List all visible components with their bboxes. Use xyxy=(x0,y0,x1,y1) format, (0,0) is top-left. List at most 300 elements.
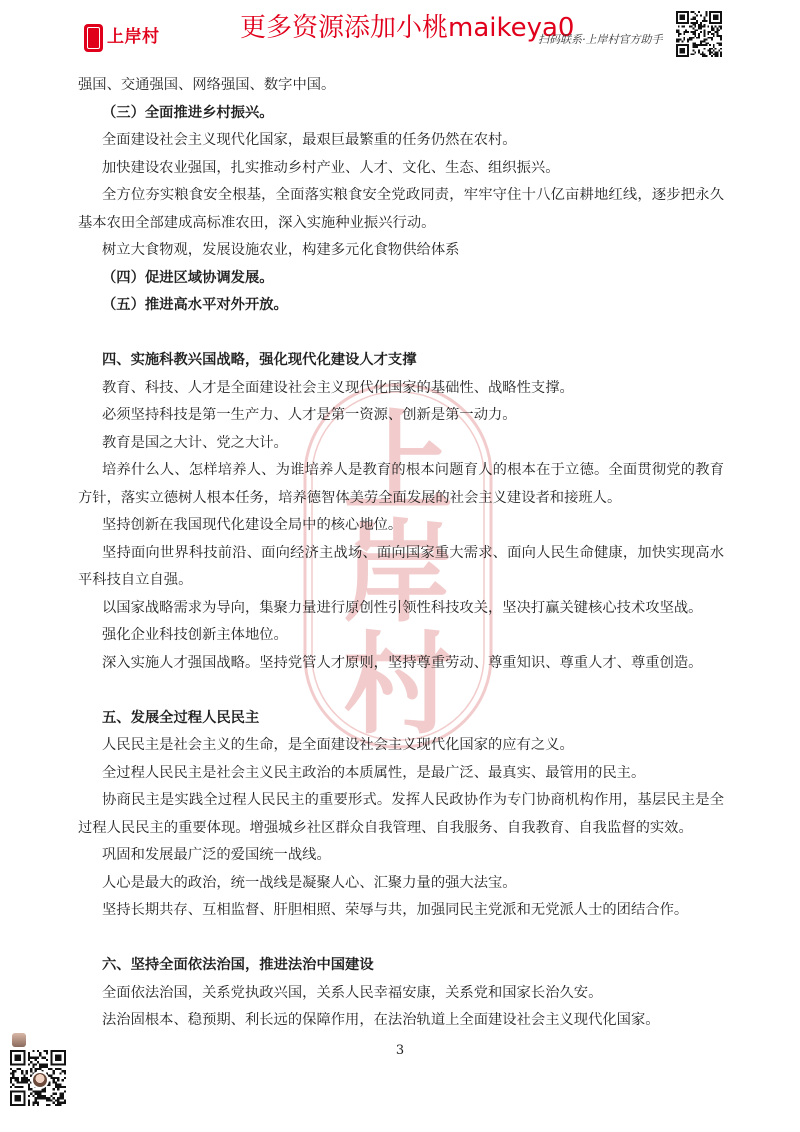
qr-module xyxy=(693,24,695,26)
body-paragraph: 加快建设农业强国，扎实推动乡村产业、人才、文化、生态、组织振兴。 xyxy=(102,159,560,176)
qr-module xyxy=(694,13,696,15)
qr-module xyxy=(59,1084,61,1086)
qr-module xyxy=(46,1097,48,1099)
subsection-heading: （三）全面推进乡村振兴。 xyxy=(102,104,274,121)
qr-module xyxy=(44,1057,46,1059)
qr-module xyxy=(28,1079,30,1081)
qr-module xyxy=(10,1086,12,1088)
qr-module xyxy=(705,15,707,17)
qr-module xyxy=(32,1095,34,1097)
qr-module xyxy=(37,1050,39,1052)
body-paragraph: 深入实施人才强国战略。坚持党管人才原则，坚持尊重劳动、尊重知识、尊重人才、尊重创造。 xyxy=(102,654,703,671)
qr-module xyxy=(57,1084,59,1086)
qr-module xyxy=(37,1104,39,1106)
qr-module xyxy=(698,37,700,39)
qr-module xyxy=(700,22,702,24)
body-paragraph: 树立大食物观，发展设施农业，构建多元化食物供给体系 xyxy=(102,242,460,258)
qr-module xyxy=(26,1079,28,1081)
qr-module xyxy=(711,33,713,35)
qr-module xyxy=(709,31,711,33)
qr-module xyxy=(702,44,704,46)
qr-module xyxy=(28,1063,30,1065)
qr-module xyxy=(53,1079,55,1081)
qr-module xyxy=(720,28,722,30)
qr-module xyxy=(23,1075,25,1077)
qr-module xyxy=(678,29,680,31)
qr-module xyxy=(55,1077,57,1079)
qr-module xyxy=(62,1102,64,1104)
qr-module xyxy=(698,11,700,13)
qr-module xyxy=(21,1079,23,1081)
qr-module xyxy=(709,53,711,55)
qr-module xyxy=(716,31,718,33)
qr-module xyxy=(707,33,709,35)
qr-module xyxy=(711,28,713,30)
qr-module xyxy=(709,37,711,39)
qr-module xyxy=(683,33,685,35)
qr-module xyxy=(683,26,685,28)
qr-module xyxy=(709,44,711,46)
qr-module xyxy=(711,39,713,41)
qr-module xyxy=(720,26,722,28)
qr-module xyxy=(21,1077,23,1079)
qr-module xyxy=(28,1057,30,1059)
body-paragraph: 教育、科技、人才是全面建设社会主义现代化国家的基础性、战略性支撑。 xyxy=(102,379,574,396)
qr-module xyxy=(700,53,702,55)
qr-module xyxy=(691,37,693,39)
qr-module xyxy=(55,1084,57,1086)
qr-module xyxy=(12,1072,14,1074)
qr-module xyxy=(28,1059,30,1061)
qr-module xyxy=(39,1066,41,1068)
qr-module xyxy=(17,1086,19,1088)
qr-module xyxy=(12,1077,14,1079)
qr-module xyxy=(709,51,711,53)
qr-module xyxy=(64,1099,66,1101)
qr-module xyxy=(35,1102,37,1104)
qr-module xyxy=(26,1077,28,1079)
qr-module xyxy=(704,31,706,33)
qr-module xyxy=(41,1057,43,1059)
qr-module xyxy=(696,44,698,46)
qr-module xyxy=(704,20,706,22)
qr-module xyxy=(41,1090,43,1092)
qr-module xyxy=(718,44,720,46)
qr-module xyxy=(696,22,698,24)
qr-module xyxy=(32,1050,34,1052)
qr-module xyxy=(678,35,680,37)
qr-module xyxy=(700,15,702,17)
qr-module xyxy=(709,50,711,52)
qr-module xyxy=(693,31,695,33)
qr-module xyxy=(59,1104,61,1106)
qr-module xyxy=(694,46,696,48)
qr-module xyxy=(62,1095,64,1097)
qr-module xyxy=(704,55,706,57)
qr-module xyxy=(39,1090,41,1092)
qr-module xyxy=(64,1070,66,1072)
qr-module xyxy=(39,1054,41,1056)
qr-module xyxy=(716,42,718,44)
qr-module xyxy=(713,29,715,31)
qr-module xyxy=(704,26,706,28)
qr-module xyxy=(14,1079,16,1081)
qr-module xyxy=(713,15,719,21)
qr-module xyxy=(50,1068,52,1070)
qr-module xyxy=(694,22,696,24)
qr-module xyxy=(696,37,698,39)
qr-module xyxy=(700,40,702,42)
qr-module xyxy=(53,1070,55,1072)
qr-module xyxy=(57,1102,59,1104)
qr-module xyxy=(30,1093,32,1095)
qr-module xyxy=(59,1068,61,1070)
qr-module xyxy=(39,1095,41,1097)
qr-module xyxy=(37,1090,39,1092)
qr-module xyxy=(64,1086,66,1088)
qr-module xyxy=(713,44,715,46)
qr-module xyxy=(693,18,695,20)
qr-module xyxy=(46,1052,48,1054)
qr-module xyxy=(53,1072,55,1074)
qr-module xyxy=(689,37,691,39)
qr-module xyxy=(37,1057,39,1059)
qr-module xyxy=(702,51,704,53)
qr-module xyxy=(53,1093,55,1095)
qr-module xyxy=(711,48,713,50)
qr-module xyxy=(21,1072,23,1074)
qr-module xyxy=(693,37,695,39)
qr-module xyxy=(48,1068,50,1070)
qr-module xyxy=(715,26,717,28)
qr-module xyxy=(17,1081,19,1083)
qr-module xyxy=(41,1095,43,1097)
qr-module xyxy=(41,1066,43,1068)
qr-module xyxy=(705,11,707,13)
qr-module xyxy=(698,35,700,37)
qr-module xyxy=(700,31,702,33)
qr-module xyxy=(64,1090,66,1092)
body-paragraph: 全面依法治国，关系党执政兴国，关系人民幸福安康，关系党和国家长治久安。 xyxy=(102,984,603,1001)
qr-module xyxy=(46,1063,48,1065)
qr-module xyxy=(57,1088,59,1090)
qr-module xyxy=(720,37,722,39)
body-paragraph: 巩固和发展最广泛的爱国统一战线。 xyxy=(102,847,331,863)
body-paragraph: 以国家战略需求为导向，集聚力量进行原创性引领性科技攻关，坚决打赢关键核心技术攻坚战。 xyxy=(102,599,703,616)
qr-module xyxy=(696,15,698,17)
subsection-heading: （四）促进区域协调发展。 xyxy=(102,269,274,286)
qr-module xyxy=(50,1077,52,1079)
qr-avatar xyxy=(31,1071,49,1089)
qr-module xyxy=(21,1086,23,1088)
body-paragraph: 全面建设社会主义现代化国家，最艰巨最繁重的任务仍然在农村。 xyxy=(102,132,517,148)
qr-module xyxy=(694,17,696,19)
qr-module xyxy=(702,26,704,28)
qr-module xyxy=(716,35,718,37)
qr-module xyxy=(698,44,700,46)
qr-module xyxy=(55,1093,57,1095)
qr-code-icon xyxy=(676,10,722,58)
qr-module xyxy=(713,33,715,35)
seal-char-2: 岸 xyxy=(343,509,453,637)
qr-module xyxy=(44,1097,46,1099)
qr-module xyxy=(694,26,696,28)
qr-module xyxy=(678,26,680,28)
promo-title: 更多资源添加小桃maikeya0 xyxy=(240,13,575,43)
avatar xyxy=(12,1033,26,1047)
qr-module xyxy=(39,1063,41,1065)
page-number: 3 xyxy=(395,1043,405,1058)
qr-module xyxy=(704,53,706,55)
qr-module xyxy=(64,1072,66,1074)
qr-module xyxy=(53,1102,55,1104)
qr-module xyxy=(28,1084,30,1086)
seal-char-1: 上 xyxy=(343,399,453,527)
qr-module xyxy=(704,39,706,41)
qr-module xyxy=(693,17,695,19)
qr-module xyxy=(48,1099,50,1101)
qr-module xyxy=(35,1093,37,1095)
qr-module xyxy=(14,1054,21,1061)
qr-module xyxy=(12,1070,14,1072)
qr-module xyxy=(14,1077,16,1079)
qr-module xyxy=(704,29,706,31)
qr-module xyxy=(55,1099,57,1101)
qr-module xyxy=(700,24,702,26)
qr-module xyxy=(10,1079,12,1081)
qr-module xyxy=(44,1090,46,1092)
qr-module xyxy=(62,1079,64,1081)
qr-module xyxy=(35,1057,37,1059)
qr-module xyxy=(53,1088,55,1090)
qr-module xyxy=(696,46,698,48)
qr-module xyxy=(39,1068,41,1070)
qr-module xyxy=(62,1093,64,1095)
qr-module xyxy=(715,31,717,33)
qr-module xyxy=(32,1104,34,1106)
qr-module xyxy=(64,1102,66,1104)
qr-module xyxy=(10,1072,12,1074)
qr-module xyxy=(21,1081,23,1083)
qr-module xyxy=(696,20,698,22)
qr-module xyxy=(676,29,678,31)
qr-module xyxy=(696,29,698,31)
body-paragraph: 坚持创新在我国现代化建设全局中的核心地位。 xyxy=(102,517,403,533)
qr-module xyxy=(57,1077,59,1079)
qr-module xyxy=(709,48,711,50)
section-heading: 四、实施科教兴国战略，强化现代化建设人才支撑 xyxy=(102,352,417,368)
qr-module xyxy=(720,48,722,50)
qr-module xyxy=(720,35,722,37)
qr-module xyxy=(26,1070,28,1072)
qr-module xyxy=(14,1086,16,1088)
qr-module xyxy=(691,26,693,28)
qr-module xyxy=(55,1054,62,1061)
qr-module xyxy=(678,39,680,41)
qr-module xyxy=(23,1081,25,1083)
qr-module xyxy=(64,1077,66,1079)
qr-module xyxy=(48,1084,50,1086)
body-paragraph: 协商民主是实践全过程人民民主的重要形式。发挥人民政协作为专门协商机构作用，基层民主是全过程人民民主的重要体现。增强城乡社区群众自我管理、自我服务、自我教育、自我监督的实效。 xyxy=(78,792,724,836)
body-paragraph: 人民民主是社会主义的生命，是全面建设社会主义现代化国家的应有之义。 xyxy=(102,737,574,753)
qr-module xyxy=(689,39,691,41)
logo-mark-icon xyxy=(84,24,103,52)
body-paragraph: 全方位夯实粮食安全根基，全面落实粮食安全党政同责，牢牢守住十八亿亩耕地红线，逐步把永久基本农田全部建成高标准农田，深入实施种业振兴行动。 xyxy=(78,187,724,231)
section-heading: 五、发展全过程人民民主 xyxy=(102,709,260,726)
qr-module xyxy=(693,28,695,30)
qr-module xyxy=(693,50,695,52)
qr-module xyxy=(702,53,704,55)
qr-module xyxy=(705,13,707,15)
qr-module xyxy=(32,1090,34,1092)
qr-module xyxy=(711,26,713,28)
qr-module xyxy=(57,1097,59,1099)
qr-module xyxy=(718,35,720,37)
qr-module xyxy=(683,37,685,39)
qr-module xyxy=(17,1068,19,1070)
qr-module xyxy=(683,39,685,41)
qr-module xyxy=(713,50,715,52)
qr-module xyxy=(10,1077,12,1079)
qr-module xyxy=(704,33,706,35)
qr-module xyxy=(35,1059,37,1061)
qr-module xyxy=(59,1093,61,1095)
qr-module xyxy=(693,42,695,44)
qr-module xyxy=(704,48,706,50)
qr-module xyxy=(689,26,691,28)
qr-module xyxy=(32,1057,34,1059)
qr-module xyxy=(693,11,695,13)
qr-module xyxy=(59,1102,61,1104)
qr-module xyxy=(35,1063,37,1065)
qr-module xyxy=(53,1081,55,1083)
qr-module xyxy=(26,1072,28,1074)
qr-module xyxy=(30,1057,32,1059)
qr-module xyxy=(17,1079,19,1081)
qr-module xyxy=(28,1086,30,1088)
qr-module xyxy=(30,1068,32,1070)
qr-module xyxy=(59,1095,61,1097)
qr-module xyxy=(39,1093,41,1095)
body-paragraph: 强化企业科技创新主体地位。 xyxy=(102,627,288,643)
qr-module xyxy=(678,40,680,42)
qr-module xyxy=(30,1061,32,1063)
qr-module xyxy=(700,28,702,30)
qr-module xyxy=(676,39,678,41)
body-paragraph: 培养什么人、怎样培养人、为谁培养人是教育的根本问题育人的根本在于立德。全面贯彻党的教育方针，落实立德树人根本任务，培养德智体美劳全面发展的社会主义建设者和接班人。 xyxy=(78,462,724,506)
qr-module xyxy=(37,1093,39,1095)
qr-module xyxy=(682,26,684,28)
qr-module xyxy=(48,1097,50,1099)
qr-module xyxy=(716,51,718,53)
qr-module xyxy=(718,42,720,44)
qr-module xyxy=(41,1063,43,1065)
qr-module xyxy=(711,37,713,39)
qr-module xyxy=(46,1104,48,1106)
qr-module xyxy=(713,28,715,30)
body-paragraph: 强国、交通强国、网络强国、数字中国。 xyxy=(78,77,336,93)
qr-module xyxy=(705,20,707,22)
qr-module xyxy=(28,1054,30,1056)
qr-module xyxy=(50,1095,52,1097)
qr-module xyxy=(62,1097,64,1099)
body-paragraph: 法治固根本、稳预期、利长远的保障作用，在法治轨道上全面建设社会主义现代化国家。 xyxy=(102,1012,660,1028)
qr-module xyxy=(711,29,713,31)
qr-module xyxy=(713,35,715,37)
qr-module xyxy=(716,53,718,55)
qr-module xyxy=(55,1086,57,1088)
qr-module xyxy=(53,1077,55,1079)
qr-module xyxy=(37,1095,39,1097)
qr-module xyxy=(12,1084,14,1086)
qr-module xyxy=(711,51,713,53)
qr-module xyxy=(39,1052,41,1054)
qr-module xyxy=(32,1063,34,1065)
qr-module xyxy=(694,35,696,37)
body-paragraph: 坚持长期共存、互相监督、肝胆相照、荣辱与共，加强同民主党派和无党派人士的团结合作。 xyxy=(102,902,689,918)
qr-module xyxy=(57,1099,59,1101)
qr-module xyxy=(28,1088,30,1090)
qr-module xyxy=(35,1099,37,1101)
qr-module xyxy=(676,31,678,33)
qr-module xyxy=(55,1068,57,1070)
subsection-heading: （五）推进高水平对外开放。 xyxy=(102,297,288,313)
qr-module xyxy=(37,1097,39,1099)
qr-module xyxy=(35,1068,37,1070)
qr-module xyxy=(715,53,717,55)
qr-module xyxy=(704,40,706,42)
qr-module xyxy=(55,1104,57,1106)
qr-module xyxy=(35,1090,37,1092)
qr-module xyxy=(682,40,684,42)
qr-module xyxy=(57,1068,59,1070)
qr-module xyxy=(680,15,686,21)
qr-module xyxy=(53,1097,55,1099)
qr-module xyxy=(30,1070,32,1072)
body-paragraph: 人心是最大的政治，统一战线是凝聚人心、汇聚力量的强大法宝。 xyxy=(102,874,517,891)
qr-module xyxy=(693,22,695,24)
qr-module xyxy=(28,1104,30,1106)
qr-module xyxy=(704,18,706,20)
qr-module xyxy=(41,1097,43,1099)
body-paragraph: 教育是国之大计、党之大计。 xyxy=(102,434,288,451)
qr-module xyxy=(720,51,722,53)
qr-module xyxy=(37,1061,39,1063)
qr-module xyxy=(676,40,678,42)
qr-module xyxy=(704,35,706,37)
qr-module xyxy=(693,53,695,55)
qr-module xyxy=(698,24,700,26)
qr-module xyxy=(57,1104,59,1106)
qr-module xyxy=(10,1068,12,1070)
qr-module xyxy=(707,42,709,44)
qr-module xyxy=(62,1086,64,1088)
qr-module xyxy=(59,1072,61,1074)
qr-module xyxy=(694,18,696,20)
qr-module xyxy=(704,17,706,19)
qr-module xyxy=(691,22,693,24)
qr-module xyxy=(680,39,682,41)
qr-module xyxy=(17,1077,19,1079)
qr-module xyxy=(687,40,689,42)
qr-module xyxy=(28,1102,30,1104)
qr-module xyxy=(718,50,720,52)
qr-module xyxy=(55,1081,57,1083)
qr-module xyxy=(707,31,709,33)
body-paragraph: 全过程人民民主是社会主义民主政治的本质属性，是最广泛、最真实、最管用的民主。 xyxy=(102,764,646,781)
qr-module xyxy=(716,55,718,57)
qr-module xyxy=(698,28,700,30)
